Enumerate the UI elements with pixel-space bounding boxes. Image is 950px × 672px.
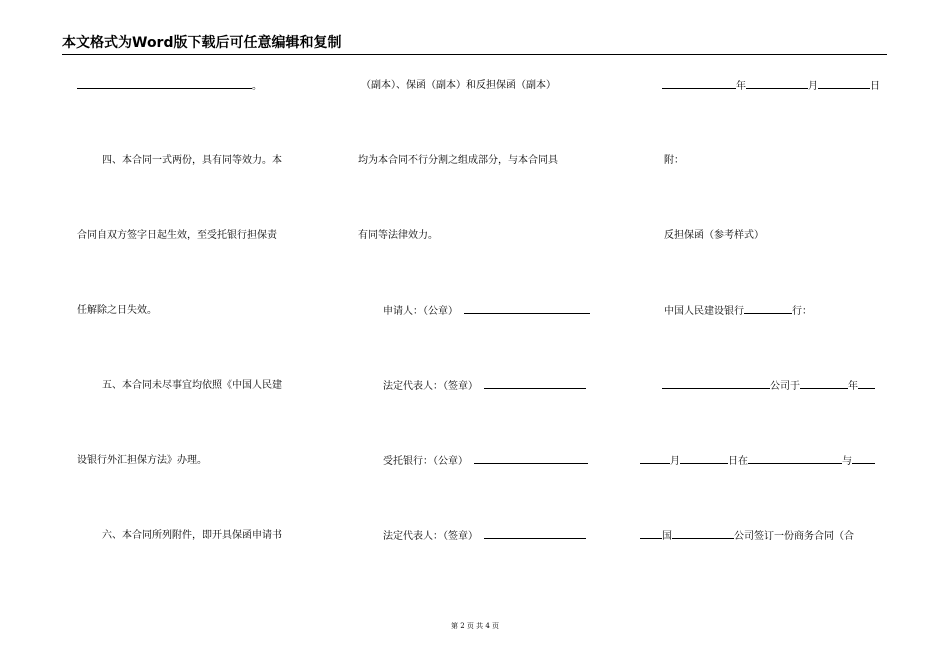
legal-rep-sign-label: 法定代表人：（签章） xyxy=(383,381,478,392)
col1-line-5: 五、本合同未尽事宜均依照《中国人民建 xyxy=(102,380,282,391)
blank-line xyxy=(77,80,252,89)
col1-line-6: 设银行外汇担保方法》办理。 xyxy=(77,455,207,466)
col3-line-5 xyxy=(662,380,875,392)
col2-line-3: 有同等法律效力。 xyxy=(358,230,438,241)
trustee-bank-seal-label: 受托银行：（公章） xyxy=(383,456,468,467)
applicant-seal-label: 申请人：（公章） xyxy=(383,306,458,317)
page-number: 第 2 页 共 4 页 xyxy=(450,622,500,630)
column-2 xyxy=(358,0,608,600)
year-label: 年 xyxy=(848,381,858,392)
col2-line-4 xyxy=(383,305,590,317)
col1-line-2: 四、本合同一式两份，具有同等效力。本 xyxy=(102,155,282,166)
month-label: 月 xyxy=(670,456,680,467)
bank-branch-label: 行： xyxy=(792,306,812,317)
date-day-label: 日 xyxy=(870,81,880,92)
blank-line xyxy=(680,455,728,464)
blank-line xyxy=(662,80,736,89)
day-at-label: 日在 xyxy=(728,456,748,467)
blank-line xyxy=(484,380,586,389)
col3-line-4 xyxy=(664,305,812,317)
col1-line-1 xyxy=(77,80,262,92)
legal-rep-sign-label-2: 法定代表人：（签章） xyxy=(383,531,478,542)
col2-line-6 xyxy=(383,455,588,467)
blank-line xyxy=(484,530,586,539)
date-month-label: 月 xyxy=(808,81,818,92)
company-on-label: 公司于 xyxy=(770,381,800,392)
col3-line-6 xyxy=(640,455,875,467)
column-1 xyxy=(77,0,322,600)
blank-line xyxy=(464,305,590,314)
col1-line-3: 合同自双方签字日起生效，至受托银行担保责 xyxy=(77,230,277,241)
blank-line xyxy=(744,305,792,314)
header-title: 本文格式为Word版下载后可任意编辑和复制 xyxy=(62,35,342,51)
col1-line-4: 任解除之日失效。 xyxy=(77,305,157,316)
contract-signing-text: 公司签订一份商务合同（合 xyxy=(734,531,854,542)
blank-line xyxy=(858,380,875,389)
col1-line-1-end: 。 xyxy=(252,81,262,92)
country-label: 国 xyxy=(662,531,672,542)
col2-line-7 xyxy=(383,530,586,542)
col2-line-5 xyxy=(383,380,586,392)
col2-line-1: （副本）、保函（副本）和反担保函（副本） xyxy=(361,80,556,91)
blank-line xyxy=(640,530,662,539)
col3-line-7 xyxy=(640,530,854,542)
col3-line-2: 附： xyxy=(664,155,684,166)
blank-line xyxy=(800,380,848,389)
blank-line xyxy=(672,530,734,539)
with-label: 与 xyxy=(842,456,852,467)
col1-line-7: 六、本合同所列附件，即开具保函申请书 xyxy=(102,530,282,541)
blank-line xyxy=(746,80,808,89)
col2-line-2: 均为本合同不行分割之组成部分，与本合同具 xyxy=(358,155,558,166)
col3-line-3: 反担保函（参考样式） xyxy=(664,230,764,241)
blank-line xyxy=(818,80,870,89)
blank-line xyxy=(662,380,770,389)
col3-line-1 xyxy=(662,80,880,92)
blank-line xyxy=(640,455,670,464)
blank-line xyxy=(852,455,875,464)
blank-line xyxy=(748,455,842,464)
blank-line xyxy=(474,455,588,464)
bank-name-label: 中国人民建设银行 xyxy=(664,306,744,317)
column-3 xyxy=(640,0,890,600)
date-year-label: 年 xyxy=(736,81,746,92)
